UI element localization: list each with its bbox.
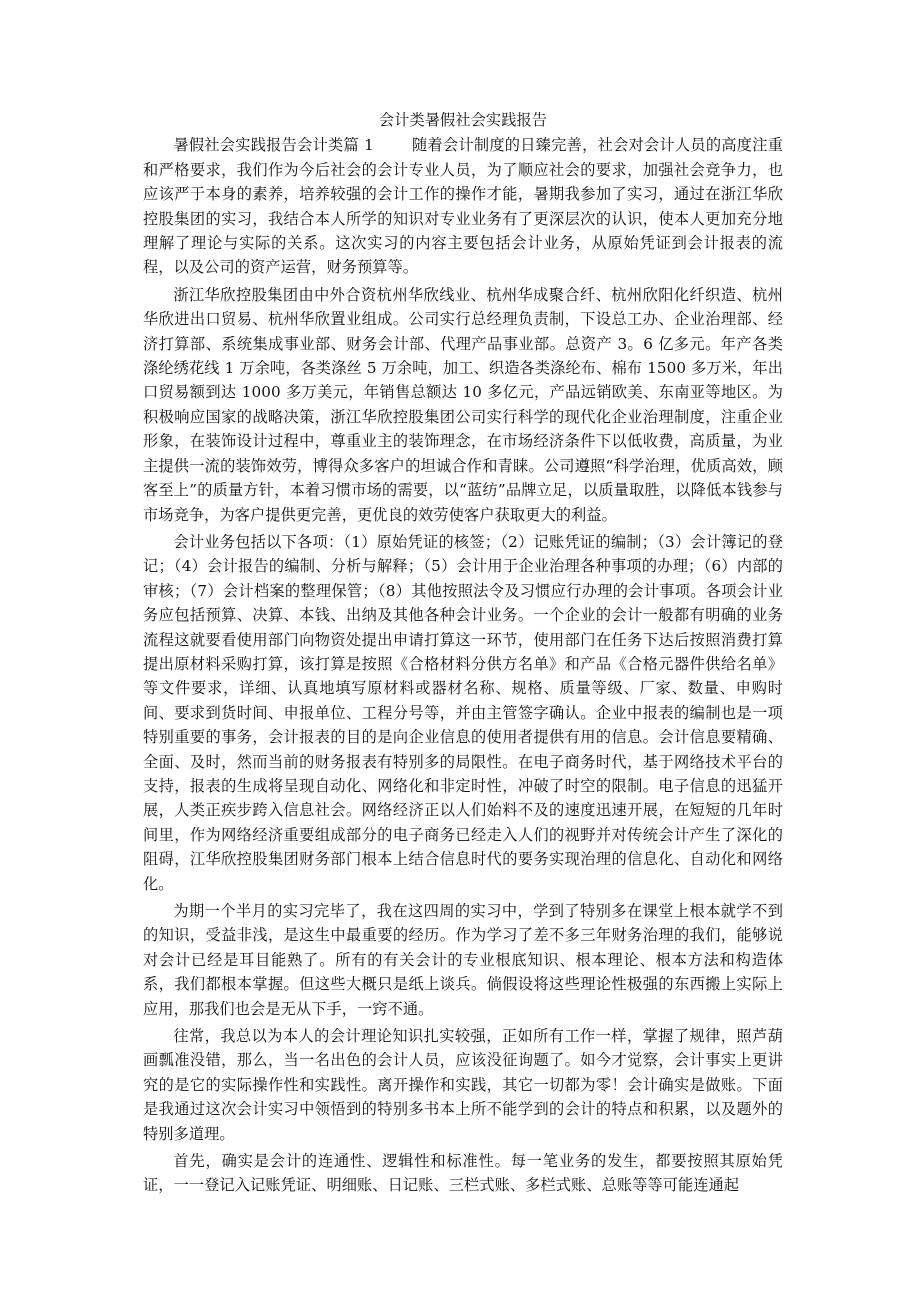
paragraph-2: 浙江华欣控股集团由中外合资杭州华欣线业、杭州华成聚合纤、杭州欣阳化纤织造、杭州华欣进出口贸易、杭州华欣置业组成。公司实行总经理负责制，下设总工办、企业治理部、经济打算部、系统集成事业部、财务会计部、代理产品事业部。总资产 3。6 亿多元。年产各类涤纶绣花线 1 万余吨，各类涤丝 5 万余吨，加工、织造各类涤纶布、棉布 1500 多万米，年出口贸易额到达 1000 多万美元，年销售总额达 10 多亿元，产品远销欧美、东南亚等地区。为积极响应国家的战略决策，浙江华欣控股集团公司实行科学的现代化企业治理制度，注重企业形象，在装饰设计过程中，尊重业主的装饰理念，在市场经济条件下以低收费，高质量，为业主提供一流的装饰效劳，博得众多客户的坦诚合作和青睐。公司遵照“科学治理，优质高效，顾客至上”的质量方针，本着习惯市场的需要，以“蓝纺”品牌立足，以质量取胜，以降低本钱参与市场竞争，为客户提供更完善，更优良的效劳使客户获取更大的利益。 <box>143 285 783 524</box>
paragraph-1-text: 随着会计制度的日臻完善，社会对会计人员的高度注重和严格要求，我们作为今后社会的会计专业人员，为了顺应社会的要求，加强社会竞争力，也应该严于本身的素养，培养较强的会计工作的操作才能，暑期我参加了实习，通过在浙江华欣控股集团的实习，我结合本人所学的知识对专业业务有了更深层次的认识，使本人更加充分地理解了理论与实际的关系。这次实习的内容主要包括会计业务，从原始凭证到会计报表的流程，以及公司的资产运营，财务预算等。 <box>143 136 784 277</box>
intro-label: 暑假社会实践报告会计类篇 1 <box>173 136 374 155</box>
paragraph-3: 会计业务包括以下各项：（1）原始凭证的核签；（2）记账凭证的编制；（3）会计簿记的登记；（4）会计报告的编制、分析与解释；（5）会计用于企业治理各种事项的办理；（6）内部的审核；（7）会计档案的整理保管；（8）其他按照法令及习惯应行办理的会计事项。各项会计业务应包括预算、决算、本钱、出纳及其他各种会计业务。一个企业的会计一般都有明确的业务流程这就要看使用部门向物资处提出申请打算这一环节，使用部门在任务下达后按照消费打算提出原材料采购打算，该打算是按照《合格材料分供方名单》和产品《合格元器件供给名单》等文件要求，详细、认真地填写原材料或器材名称、规格、质量等级、厂家、数量、申购时间、要求到货时间、申报单位、工程分号等，并由主管签字确认。企业中报表的编制也是一项特别重要的事务，会计报表的目的是向企业信息的使用者提供有用的信息。会计信息要精确、全面、及时，然而当前的财务报表有特别多的局限性。在电子商务时代，基于网络技术平台的支持，报表的生成将呈现自动化、网络化和非定时性，冲破了时空的限制。电子信息的迅猛开展，人类正疾步跨入信息社会。网络经济正以人们始料不及的速度迅速开展，在短短的几年时间里，作为网络经济重要组成部分的电子商务已经走入人们的视野并对传统会计产生了深化的阻碍，江华欣控股集团财务部门根本上结合信息时代的要务实现治理的信息化、自动化和网络化。 <box>143 532 783 893</box>
paragraph-1 <box>143 133 783 279</box>
document-title: 会计类暑假社会实践报告 <box>378 111 548 129</box>
paragraph-5: 往常，我总以为本人的会计理论知识扎实较强，正如所有工作一样，掌握了规律，照芦葫画瓢准没错，那么，当一名出色的会计人员，应该没征询题了。如今才觉察，会计事实上更讲究的是它的实际操作性和实践性。离开操作和实践，其它一切都为零！会计确实是做账。下面是我通过这次会计实习中领悟到的特别多书本上所不能学到的会计的特点和积累，以及题外的特别多道理。 <box>143 1027 783 1143</box>
document-body <box>143 108 783 1198</box>
paragraph-4: 为期一个半月的实习完毕了，我在这四周的实习中，学到了特别多在课堂上根本就学不到的知识，受益非浅，是这生中最重要的经历。作为学习了差不多三年财务治理的我们，能够说对会计已经是耳目能熟了。所有的有关会计的专业根底知识、根本理论、根本方法和构造体系，我们都根本掌握。但这些大概只是纸上谈兵。倘假设将这些理论性极强的东西搬上实际上应用，那我们也会是无从下手，一窍不通。 <box>143 902 783 1018</box>
paragraph-6: 首先，确实是会计的连通性、逻辑性和标准性。每一笔业务的发生，都要按照其原始凭证，一一登记入记账凭证、明细账、日记账、三栏式账、多栏式账、总账等等可能连通起 <box>143 1152 783 1195</box>
